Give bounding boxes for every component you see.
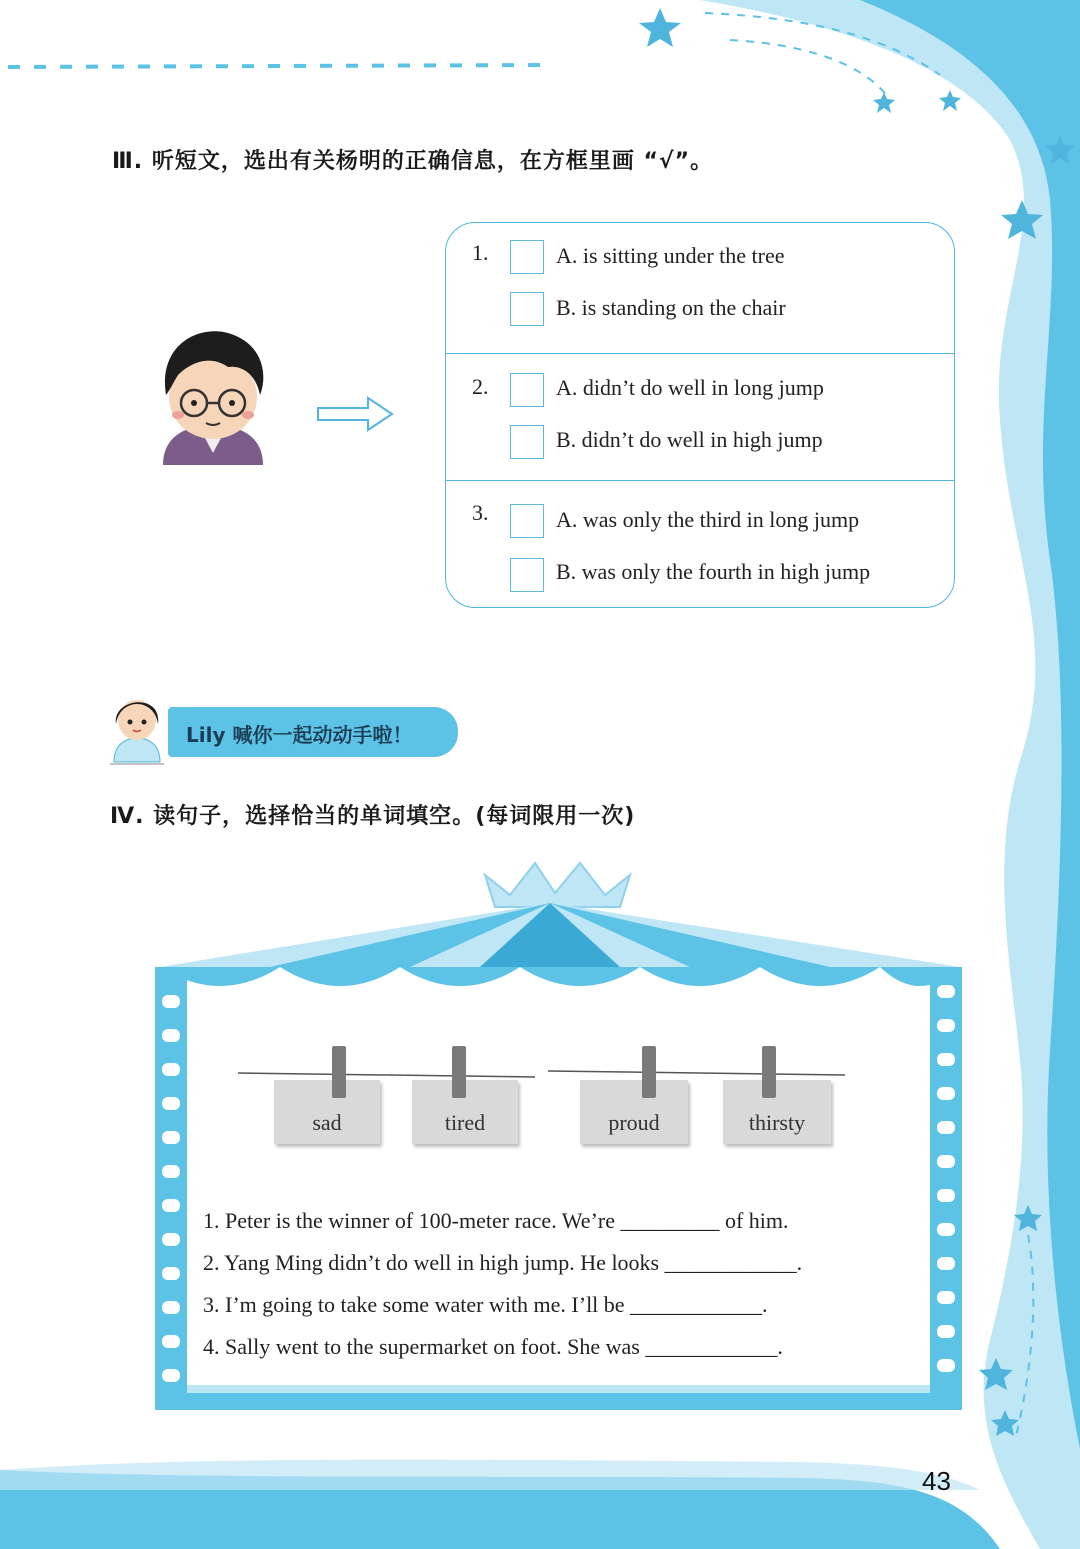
word-card <box>274 1080 380 1144</box>
word-card-label: thirsty <box>748 1110 806 1135</box>
options-divider <box>446 480 954 481</box>
option-1b: B. is standing on the chair <box>556 295 786 320</box>
clothespin <box>452 1046 466 1098</box>
section-3-heading: Ⅲ. 听短文，选出有关杨明的正确信息，在方框里画 “√”。 <box>112 149 714 174</box>
option-2a: A. didn’t do well in long jump <box>556 375 824 400</box>
sentence-1: 1. Peter is the winner of 100-meter race. We’re _________ of him. <box>203 1208 789 1233</box>
checkbox-1b[interactable] <box>510 292 544 326</box>
boy-illustration <box>148 325 278 473</box>
word-card <box>580 1080 688 1144</box>
lily-illustration <box>106 692 168 768</box>
option-3b: B. was only the fourth in high jump <box>556 559 871 584</box>
word-card-label: proud <box>608 1110 660 1135</box>
options-divider <box>446 353 954 354</box>
sentence-2: 2. Yang Ming didn’t do well in high jump. He looks ____________. <box>203 1250 803 1275</box>
checkbox-3a[interactable] <box>510 504 544 538</box>
option-2b: B. didn’t do well in high jump <box>556 427 823 452</box>
option-1a: A. is sitting under the tree <box>556 243 785 268</box>
banner-text: Lily 喊你一起动动手啦！ <box>186 723 413 747</box>
checkbox-3b[interactable] <box>510 558 544 592</box>
checkbox-1a[interactable] <box>510 240 544 274</box>
word-card <box>723 1080 831 1144</box>
tent-frame <box>150 855 970 1415</box>
options-box <box>445 222 955 608</box>
lily-banner <box>168 707 458 757</box>
word-card-label: tired <box>444 1110 486 1135</box>
sentence-3: 3. I’m going to take some water with me. I’ll be ____________. <box>203 1292 768 1317</box>
option-3a: A. was only the third in long jump <box>556 507 860 532</box>
page-number: 43 <box>922 1466 951 1496</box>
sentence-4: 4. Sally went to the supermarket on foot. She was ____________. <box>203 1334 783 1359</box>
arrow-right-icon <box>316 396 396 432</box>
checkbox-2a[interactable] <box>510 373 544 407</box>
question-number: 3. <box>472 500 489 525</box>
checkbox-2b[interactable] <box>510 425 544 459</box>
section-4-heading: Ⅳ. 读句子，选择恰当的单词填空。(每词限用一次) <box>110 804 636 829</box>
question-number: 2. <box>472 374 489 399</box>
clothespin <box>762 1046 776 1098</box>
word-card-label: sad <box>312 1110 342 1135</box>
clothespin <box>332 1046 346 1098</box>
question-number: 1. <box>472 240 489 265</box>
clothespin <box>642 1046 656 1098</box>
